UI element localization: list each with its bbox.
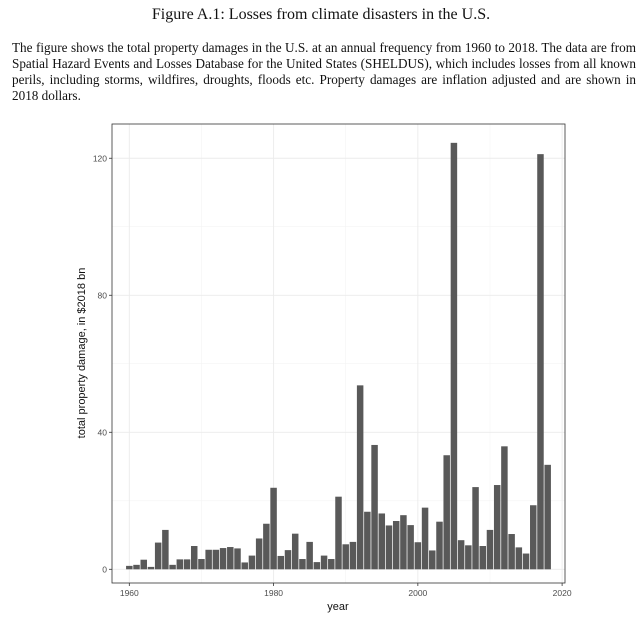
bar-1962	[140, 560, 146, 570]
x-tick-label: 2020	[552, 588, 572, 598]
y-tick-label: 40	[97, 427, 107, 438]
y-tick-label: 80	[97, 290, 107, 301]
bar-2010	[487, 530, 493, 569]
bar-1991	[350, 542, 356, 569]
bar-2007	[465, 545, 471, 569]
bar-1981	[278, 556, 284, 569]
bar-1966	[169, 565, 175, 569]
figure-description: The figure shows the total property damages in the U.S. at an annual frequency from 1960 to 2018. The data are from Spatial Hazard Events and Losses Database for the United States (SHELDUS), which includes losses from all known perils, including storms, wildfires, droughts, floods etc. Property damages are inflation adjusted and are shown in 2018 dollars.	[12, 40, 636, 103]
bar-1990	[342, 544, 348, 569]
bar-1963	[148, 567, 154, 569]
bar-2001	[422, 508, 428, 570]
bar-1975	[234, 548, 240, 569]
bar-1979	[263, 524, 269, 570]
y-axis-title: total property damage, in $2018 bn	[76, 267, 88, 439]
bar-1982	[285, 550, 291, 569]
bar-2015	[523, 554, 529, 570]
figure-caption: Figure A.1: Losses from climate disasters in the U.S.	[151, 6, 491, 23]
bar-2004	[443, 455, 449, 569]
bar-1978	[256, 538, 262, 569]
bar-1998	[400, 515, 406, 569]
x-tick-label: 1980	[264, 588, 284, 598]
bar-1972	[213, 550, 219, 570]
bar-2011	[494, 485, 500, 569]
bar-1999	[407, 525, 413, 569]
bar-1968	[184, 559, 190, 569]
bar-2005	[451, 143, 457, 569]
bar-1983	[292, 534, 298, 570]
bar-1988	[328, 559, 334, 569]
bar-1994	[371, 445, 377, 569]
bar-1976	[241, 562, 247, 569]
bar-2014	[516, 547, 522, 569]
bar-1961	[133, 565, 139, 569]
bar-1985	[306, 542, 312, 569]
bar-1960	[126, 566, 132, 569]
bar-2000	[415, 542, 421, 569]
bar-1967	[177, 559, 183, 569]
y-tick-label: 0	[102, 564, 107, 575]
bar-1987	[321, 556, 327, 570]
bar-1992	[357, 385, 363, 569]
bar-2002	[429, 550, 435, 569]
bar-2012	[501, 446, 507, 569]
bar-2016	[530, 505, 536, 569]
bar-2013	[508, 534, 514, 569]
bar-1989	[335, 497, 341, 570]
bar-1993	[364, 512, 370, 570]
bar-1970	[198, 559, 204, 569]
bar-2006	[458, 540, 464, 569]
bar-2003	[436, 522, 442, 570]
bar-1980	[270, 488, 276, 570]
bar-1969	[191, 546, 197, 569]
bar-1971	[205, 550, 211, 570]
bar-1964	[155, 543, 161, 570]
bar-1986	[314, 562, 320, 569]
bar-1974	[227, 547, 233, 569]
bar-1995	[379, 513, 385, 569]
x-axis-title: year	[327, 601, 349, 613]
bar-2009	[480, 546, 486, 569]
bar-1997	[393, 521, 399, 569]
bar-1984	[299, 559, 305, 569]
bar-1977	[249, 556, 255, 570]
bar-2008	[472, 487, 478, 569]
bar-1996	[386, 525, 392, 569]
bar-2018	[544, 465, 550, 569]
bar-2017	[537, 154, 543, 569]
bar-1965	[162, 530, 168, 569]
x-tick-label: 1960	[119, 588, 139, 598]
bar-1973	[220, 548, 226, 569]
x-tick-label: 2000	[408, 588, 428, 598]
y-tick-label: 120	[92, 153, 107, 164]
